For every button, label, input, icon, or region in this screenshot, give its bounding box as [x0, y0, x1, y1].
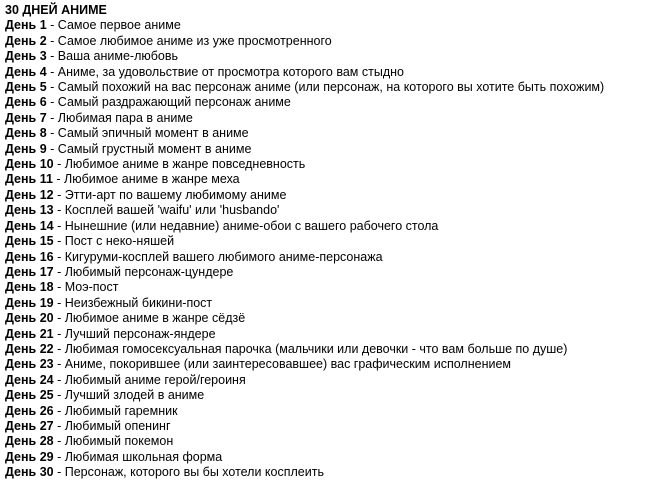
day-text: - Любимый аниме герой/героиня — [53, 372, 246, 387]
day-label: День 24 — [5, 372, 54, 387]
day-text: - Самое первое аниме — [46, 18, 181, 33]
day-text: - Самый похожий на вас персонаж аниме (или персонаж, на которого вы хотите быть похожим) — [46, 80, 605, 95]
day-text: - Кигуруми-косплей вашего любимого аниме-персонажа — [53, 249, 383, 264]
list-item — [5, 465, 650, 480]
day-text: - Любимый гаремник — [53, 403, 178, 418]
day-label: День 8 — [5, 126, 47, 141]
list-item — [5, 296, 650, 311]
day-text: - Аниме, за удовольствие от просмотра которого вам стыдно — [46, 64, 404, 79]
day-text: - Любимая школьная форма — [53, 449, 223, 464]
day-text: - Самый раздражающий персонаж аниме — [46, 95, 291, 110]
day-text: - Персонаж, которого вы бы хотели косплеить — [53, 465, 324, 480]
list-item — [5, 388, 650, 403]
day-text: - Неизбежный бикини-пост — [53, 295, 213, 310]
list-item — [5, 80, 650, 95]
day-text: - Моэ-пост — [53, 280, 119, 295]
list-item — [5, 265, 650, 280]
list-item — [5, 434, 650, 449]
day-label: День 25 — [5, 388, 54, 403]
list-item — [5, 65, 650, 80]
day-text: - Самый грустный момент в аниме — [46, 141, 252, 156]
day-text: - Любимый персонаж-цундере — [53, 264, 234, 279]
list-item — [5, 172, 650, 187]
day-text: - Ваша аниме-любовь — [46, 49, 179, 64]
list-item — [5, 280, 650, 295]
day-text: - Аниме, покорившее (или заинтересовавшее) вас графическим исполнением — [53, 357, 512, 372]
day-label: День 6 — [5, 95, 47, 110]
day-label: День 16 — [5, 249, 54, 264]
day-label: День 7 — [5, 110, 47, 125]
day-label: День 19 — [5, 295, 54, 310]
day-text: - Любимое аниме в жанре меха — [52, 172, 240, 187]
day-label: День 17 — [5, 264, 54, 279]
day-text: - Любимый опенинг — [53, 418, 171, 433]
day-label: День 5 — [5, 80, 47, 95]
day-label: День 9 — [5, 141, 47, 156]
day-list — [5, 18, 650, 480]
list-item — [5, 188, 650, 203]
day-label: День 3 — [5, 49, 47, 64]
list-item — [5, 419, 650, 434]
list-item — [5, 95, 650, 110]
list-item — [5, 126, 650, 141]
list-item — [5, 18, 650, 33]
list-item — [5, 49, 650, 64]
day-label: День 30 — [5, 465, 54, 480]
day-text: - Пост с неко-няшей — [53, 234, 175, 249]
day-label: День 10 — [5, 157, 54, 172]
day-label: День 21 — [5, 326, 54, 341]
day-text: - Любимый покемон — [53, 434, 174, 449]
list-item — [5, 142, 650, 157]
list-item — [5, 157, 650, 172]
day-label: День 13 — [5, 203, 54, 218]
list-item — [5, 311, 650, 326]
list-item — [5, 357, 650, 372]
day-label: День 22 — [5, 341, 54, 356]
day-label: День 15 — [5, 234, 54, 249]
day-label: День 12 — [5, 187, 54, 202]
day-label: День 27 — [5, 418, 54, 433]
list-item — [5, 327, 650, 342]
list-item — [5, 450, 650, 465]
list-item — [5, 111, 650, 126]
day-label: День 4 — [5, 64, 47, 79]
day-text: - Нынешние (или недавние) аниме-обои с вашего рабочего стола — [53, 218, 439, 233]
day-label: День 1 — [5, 18, 47, 33]
day-text: - Любимое аниме в жанре повседневность — [53, 157, 306, 172]
day-text: - Любимое аниме в жанре сёдзё — [53, 311, 246, 326]
day-label: День 20 — [5, 311, 54, 326]
list-item — [5, 203, 650, 218]
list-item — [5, 373, 650, 388]
day-text: - Самый эпичный момент в аниме — [46, 126, 249, 141]
day-text: - Самое любимое аниме из уже просмотренного — [46, 33, 332, 48]
day-label: День 18 — [5, 280, 54, 295]
list-item — [5, 219, 650, 234]
day-label: День 11 — [5, 172, 53, 187]
list-item — [5, 342, 650, 357]
day-text: - Косплей вашей 'waifu' или 'husbando' — [53, 203, 280, 218]
day-label: День 26 — [5, 403, 54, 418]
day-label: День 29 — [5, 449, 54, 464]
day-label: День 23 — [5, 357, 54, 372]
day-label: День 14 — [5, 218, 54, 233]
day-text: - Этти-арт по вашему любимому аниме — [53, 187, 287, 202]
day-label: День 2 — [5, 33, 47, 48]
list-item — [5, 234, 650, 249]
list-item — [5, 250, 650, 265]
day-text: - Любимая пара в аниме — [46, 110, 193, 125]
list-item — [5, 404, 650, 419]
day-text: - Лучший злодей в аниме — [53, 388, 205, 403]
day-text: - Лучший персонаж-яндере — [53, 326, 216, 341]
day-label: День 28 — [5, 434, 54, 449]
list-item — [5, 34, 650, 49]
page-title: 30 ДНЕЙ АНИМЕ — [5, 3, 107, 17]
day-text: - Любимая гомосексуальная парочка (мальчики или девочки - что вам больше по душе) — [53, 341, 568, 356]
